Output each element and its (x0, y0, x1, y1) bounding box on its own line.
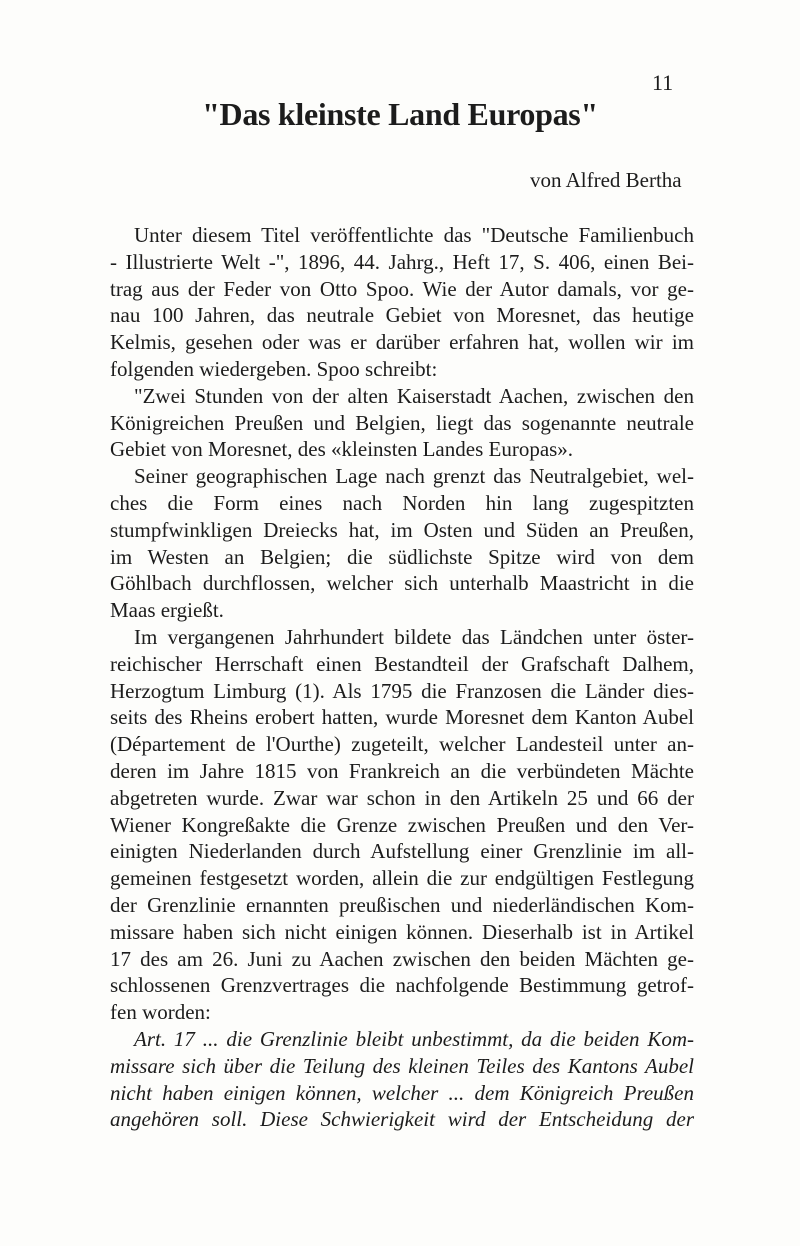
text-line: 17 des am 26. Juni zu Aachen zwischen den beiden Mächten ge- (110, 946, 694, 971)
quoted-article-line: missare sich über die Teilung des kleinen Teiles des Kantons Aubel (110, 1053, 694, 1078)
text-line: deren im Jahre 1815 von Frankreich an die verbündeten Mächte (110, 758, 694, 783)
text-line: Maas ergießt. (110, 598, 224, 623)
quoted-article-line: angehören soll. Diese Schwierigkeit wird der Entscheidung der (110, 1107, 694, 1132)
text-line: gemeinen festgesetzt worden, allein die zur endgültigen Festlegung (110, 866, 694, 891)
text-line: der Grenzlinie ernannten preußischen und niederländischen Kom- (110, 892, 694, 917)
text-line: Seiner geographischen Lage nach grenzt das Neutralgebiet, wel- (134, 464, 694, 489)
author-byline: von Alfred Bertha (530, 168, 682, 192)
text-line: reichischer Herrschaft einen Bestandteil der Grafschaft Dalhem, (110, 651, 694, 676)
text-line: nau 100 Jahren, das neutrale Gebiet von Moresnet, das heutige (110, 303, 694, 328)
text-line: "Zwei Stunden von der alten Kaiserstadt Aachen, zwischen den (134, 383, 694, 408)
text-line: Im vergangenen Jahrhundert bildete das Ländchen unter öster- (134, 624, 694, 649)
text-line: Kelmis, gesehen oder was er darüber erfahren hat, wollen wir im (110, 330, 694, 355)
quoted-article-line: nicht haben einigen können, welcher ... dem Königreich Preußen (110, 1080, 694, 1105)
quoted-article-line: Art. 17 ... die Grenzlinie bleibt unbestimmt, da die beiden Kom- (134, 1026, 694, 1051)
text-line: im Westen an Belgien; die südlichste Spitze wird von dem (110, 544, 694, 569)
text-line: Königreichen Preußen und Belgien, liegt das sogenannte neutrale (110, 410, 694, 435)
text-line: missare haben sich nicht einigen können. Dieserhalb ist in Artikel (110, 919, 694, 944)
text-line: schlossenen Grenzvertrages die nachfolgende Bestimmung getrof- (110, 973, 694, 998)
text-line: Göhlbach durchflossen, welcher sich unterhalb Maastricht in die (110, 571, 694, 596)
text-line: Herzogtum Limburg (1). Als 1795 die Franzosen die Länder dies- (110, 678, 694, 703)
text-line: trag aus der Feder von Otto Spoo. Wie der Autor damals, vor ge- (110, 276, 694, 301)
text-line: einigten Niederlanden durch Aufstellung einer Grenzlinie im all- (110, 839, 694, 864)
text-line: Wiener Kongreßakte die Grenze zwischen Preußen und den Ver- (110, 812, 694, 837)
text-line: folgenden wiedergeben. Spoo schreibt: (110, 356, 438, 381)
text-line: Unter diesem Titel veröffentlichte das "Deutsche Familienbuch (134, 223, 694, 247)
text-line: fen worden: (110, 1000, 211, 1025)
text-line: seits des Rheins erobert hatten, wurde Moresnet dem Kanton Aubel (110, 705, 694, 730)
page-number: 11 (652, 70, 674, 95)
text-line: Gebiet von Moresnet, des «kleinsten Landes Europas». (110, 437, 574, 462)
text-line: abgetreten wurde. Zwar war schon in den Artikeln 25 und 66 der (110, 785, 694, 810)
article-title: "Das kleinste Land Europas" (202, 96, 598, 132)
text-line: stumpfwinkligen Dreiecks hat, im Osten und Süden an Preußen, (110, 517, 694, 542)
article-body (110, 222, 694, 1133)
text-line: (Département de l'Ourthe) zugeteilt, welcher Landesteil unter an- (110, 732, 694, 757)
text-line: ches die Form eines nach Norden hin lang zugespitzten (110, 490, 694, 515)
text-line: - Illustrierte Welt -", 1896, 44. Jahrg., Heft 17, S. 406, einen Bei- (110, 249, 694, 274)
